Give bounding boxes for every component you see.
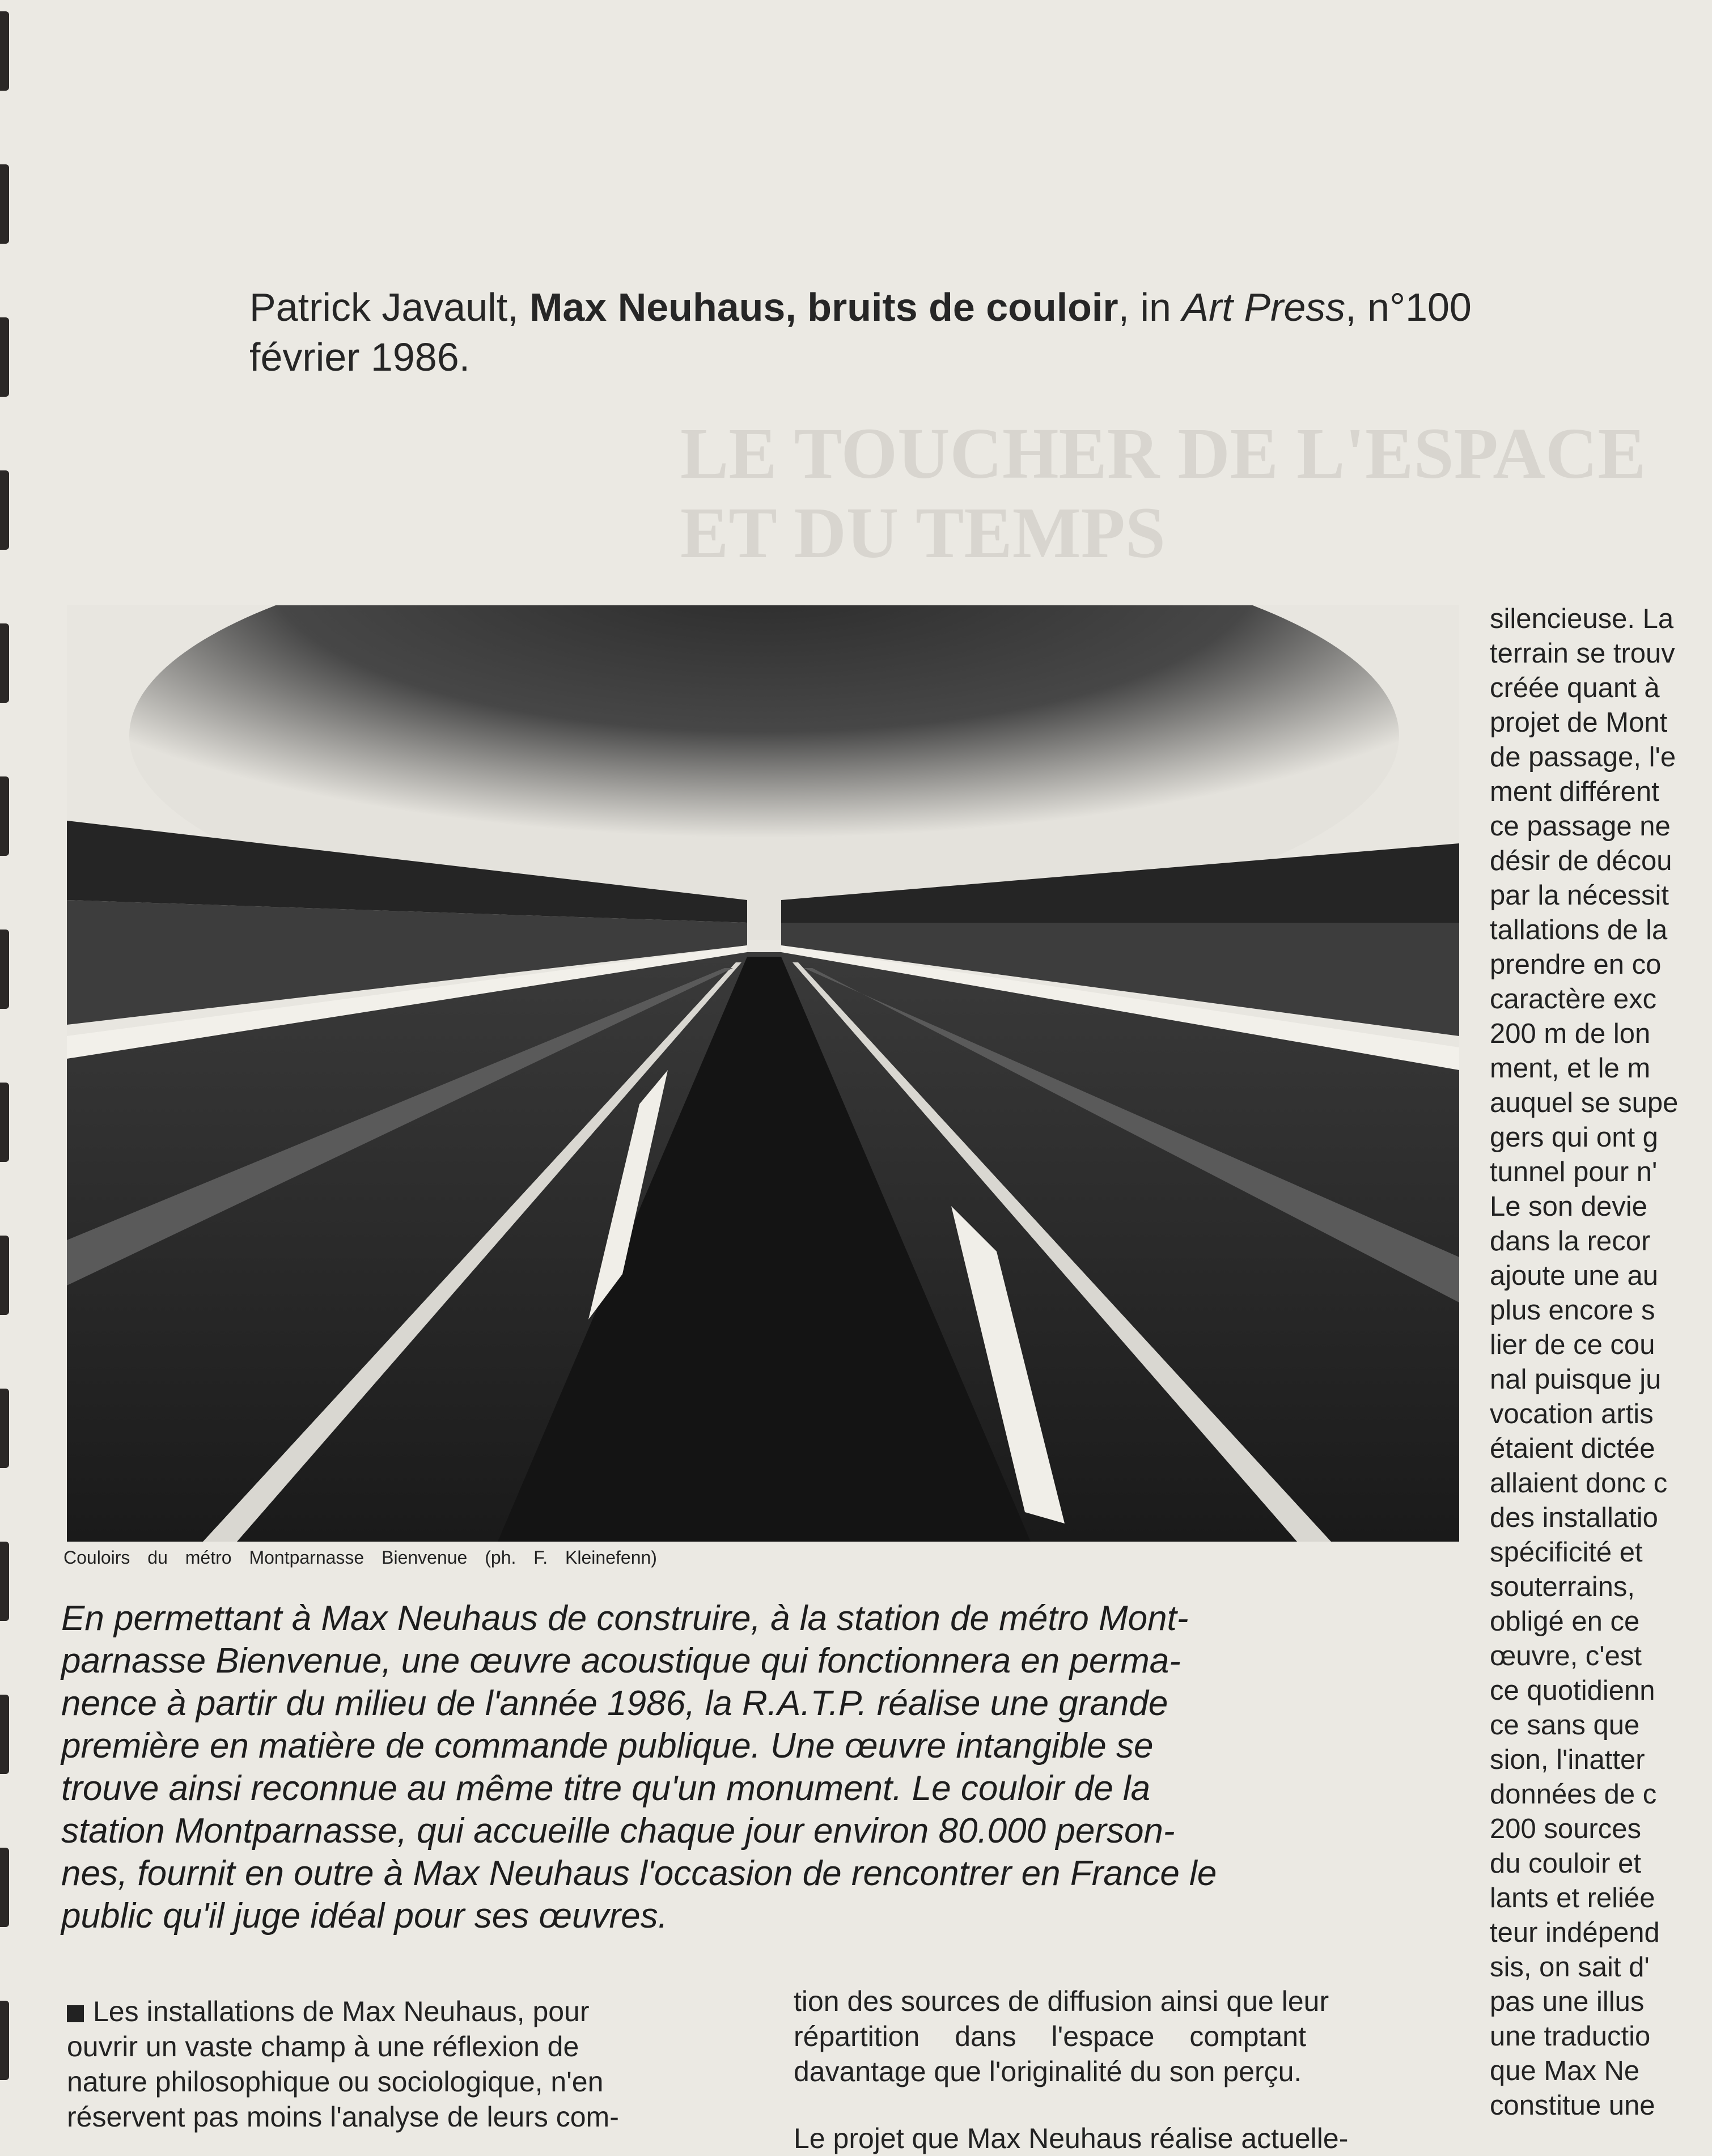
body-line: tion des sources de diffusion ainsi que leur: [794, 1985, 1329, 2017]
body-line: nal puisque ju: [1490, 1364, 1662, 1395]
body-line: 200 sources: [1490, 1814, 1641, 1844]
lead-paragraph: [61, 1597, 1467, 1937]
body-line: [67, 1994, 753, 2029]
body-line: obligé en ce: [1490, 1606, 1640, 1637]
body-line: réservent pas moins l'analyse de leurs com-: [67, 2101, 619, 2133]
body-line: constitue une: [1490, 2090, 1655, 2121]
body-line: créée quant à: [1490, 673, 1660, 703]
body-line: sion, l'inatter: [1490, 1745, 1645, 1775]
citation-title: Max Neuhaus, bruits de couloir: [529, 285, 1118, 329]
body-line: souterrains,: [1490, 1572, 1635, 1602]
body-line: tallations de la: [1490, 915, 1668, 945]
body-line: tunnel pour n': [1490, 1157, 1658, 1187]
body-line: ce sans que: [1490, 1710, 1640, 1741]
spiral-binding: [0, 0, 19, 2134]
lead-line: première en matière de commande publique. Une œuvre intangible se: [61, 1726, 1154, 1765]
photo-caption: Couloirs du métro Montparnasse Bienvenue (ph. F. Kleinefenn): [63, 1547, 657, 1568]
citation-issue: , n°100: [1345, 285, 1472, 329]
body-line: auquel se supe: [1490, 1088, 1679, 1118]
lead-line: public qu'il juge idéal pour ses œuvres.: [61, 1896, 668, 1936]
body-line: par la nécessit: [1490, 880, 1669, 911]
body-line: sis, on sait d': [1490, 1952, 1650, 1983]
body-line: dans la recor: [1490, 1226, 1651, 1257]
lead-line: trouve ainsi reconnue au même titre qu'un monument. Le couloir de la: [61, 1769, 1151, 1808]
lead-line: nence à partir du milieu de l'année 1986, la R.A.T.P. réalise une grande: [61, 1684, 1168, 1723]
lead-line: parnasse Bienvenue, une œuvre acoustique qui fonctionnera en perma-: [61, 1641, 1181, 1680]
body-line: de passage, l'e: [1490, 742, 1676, 773]
body-line: des installatio: [1490, 1503, 1658, 1533]
body-line: Le son devie: [1490, 1191, 1647, 1222]
body-line: ment, et le m: [1490, 1053, 1651, 1084]
body-line: prendre en co: [1490, 949, 1662, 980]
square-bullet-icon: [67, 2005, 84, 2022]
body-line: données de c: [1490, 1779, 1657, 1810]
body-line: caractère exc: [1490, 984, 1657, 1015]
citation-journal: Art Press: [1182, 285, 1346, 329]
citation-date: février 1986.: [249, 335, 471, 379]
body-line: gers qui ont g: [1490, 1122, 1658, 1153]
body-line: étaient dictée: [1490, 1433, 1655, 1464]
body-line: plus encore s: [1490, 1295, 1655, 1326]
body-line: du couloir et: [1490, 1848, 1641, 1879]
body-column-middle: [794, 1984, 1474, 2156]
show-through-heading-line-1: LE TOUCHER DE L'ESPACE: [680, 413, 1646, 494]
body-line: pas une illus: [1490, 1987, 1645, 2017]
lead-line: station Montparnasse, qui accueille chaque jour environ 80.000 person-: [61, 1811, 1175, 1851]
body-line: terrain se trouv: [1490, 638, 1675, 669]
lead-line: En permettant à Max Neuhaus de construire, à la station de métro Mont-: [61, 1599, 1189, 1638]
body-line: 200 m de lon: [1490, 1018, 1651, 1049]
citation-line: [249, 282, 1712, 382]
body-line: ment différent: [1490, 776, 1659, 807]
body-line: allaient donc c: [1490, 1468, 1668, 1499]
body-line: lants et reliée: [1490, 1883, 1655, 1913]
lead-line: nes, fournit en outre à Max Neuhaus l'occasion de rencontrer en France le: [61, 1854, 1217, 1893]
body-line: ouvrir un vaste champ à une réflexion de: [67, 2031, 579, 2062]
body-line: Le projet que Max Neuhaus réalise actuelle-: [794, 2123, 1349, 2154]
body-line: silencieuse. La: [1490, 604, 1674, 634]
body-line: lier de ce cou: [1490, 1330, 1655, 1360]
body-line: projet de Mont: [1490, 707, 1668, 738]
body-line: ce quotidienn: [1490, 1675, 1655, 1706]
body-line: œuvre, c'est: [1490, 1641, 1642, 1671]
body-line: nature philosophique ou sociologique, n'en: [67, 2066, 604, 2098]
citation-mid: , in: [1118, 285, 1183, 329]
body-line: teur indépend: [1490, 1917, 1660, 1948]
body-line: que Max Ne: [1490, 2056, 1640, 2086]
body-column-left: [67, 1994, 753, 2134]
metro-corridor-photo-icon: [67, 605, 1459, 1542]
body-line: répartition dans l'espace comptant: [794, 2021, 1306, 2052]
citation-author: Patrick Javault,: [249, 285, 530, 329]
metro-corridor-photo: [67, 605, 1459, 1542]
body-line: ajoute une au: [1490, 1261, 1658, 1291]
body-line: désir de décou: [1490, 846, 1672, 876]
show-through-heading: [680, 414, 1646, 572]
show-through-heading-line-2: ET DU TEMPS: [680, 493, 1166, 573]
body-line: davantage que l'originalité du son perçu.: [794, 2056, 1302, 2087]
body-line-text: Les installations de Max Neuhaus, pour: [93, 1996, 590, 2027]
body-line: vocation artis: [1490, 1399, 1654, 1429]
body-column-right: [1490, 602, 1712, 2123]
body-line: ce passage ne: [1490, 811, 1671, 842]
body-line: une traductio: [1490, 2021, 1651, 2052]
body-line: spécificité et: [1490, 1537, 1643, 1568]
